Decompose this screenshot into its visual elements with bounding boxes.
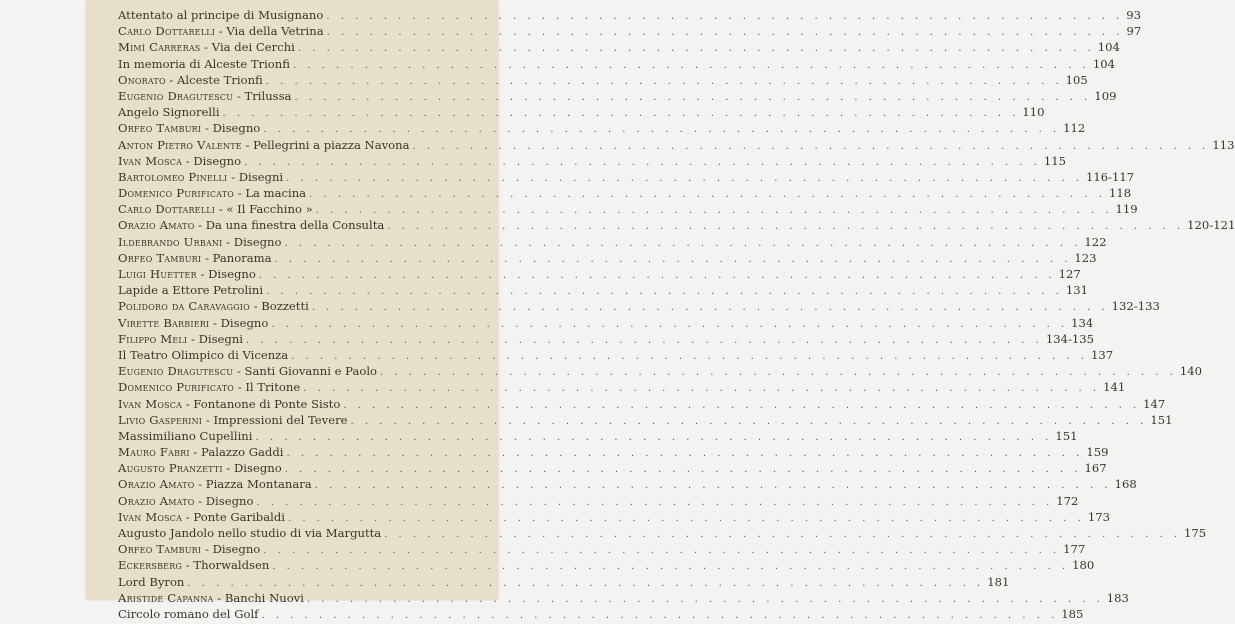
entry-work: In memoria di Alceste Trionfi (118, 56, 290, 71)
toc-entry (118, 169, 1135, 185)
entry-separator: - (241, 137, 254, 152)
entry-work: Palazzo Gaddi (201, 445, 284, 460)
entry-work: Disegni (238, 169, 284, 184)
entry-title (118, 201, 313, 217)
entry-author: Ivan Mosca (118, 396, 183, 411)
dot-leader (291, 349, 1088, 365)
entry-page-number: 168 (1114, 477, 1137, 492)
entry-page-number: 147 (1143, 396, 1166, 411)
entry-author: Orazio Amato (118, 493, 195, 508)
entry-author: Orfeo Tamburi (118, 542, 202, 557)
entry-separator: - (165, 72, 178, 87)
toc-entry (118, 72, 1088, 88)
toc-entry (118, 574, 1010, 590)
dot-leader (413, 139, 1210, 155)
toc-entry (118, 104, 1045, 120)
dot-leader (285, 462, 1082, 478)
entry-work: Bozzetti (261, 299, 309, 314)
entry-title (118, 428, 252, 444)
dot-leader (271, 317, 1068, 333)
entry-page-number: 115 (1043, 153, 1067, 168)
dot-leader (380, 365, 1177, 381)
entry-separator: - (194, 493, 206, 508)
entry-author: Anton Pietro Valente (118, 137, 242, 152)
entry-work: La macina (245, 186, 307, 201)
entry-separator: - (187, 331, 199, 346)
entry-page-number: 172 (1056, 493, 1079, 508)
entry-separator: - (202, 412, 214, 427)
entry-separator: - (213, 590, 225, 605)
entry-work: Trilussa (244, 88, 292, 103)
entry-separator: - (182, 509, 194, 524)
entry-work: Circolo romano del Golf (118, 606, 259, 621)
entry-title (118, 7, 323, 23)
toc-entry (118, 217, 1235, 233)
entry-page-number: 134 (1071, 315, 1094, 330)
dot-leader (294, 90, 1091, 106)
entry-author: Virette Barbieri (118, 315, 210, 330)
toc-entry (118, 234, 1107, 250)
entry-author: Orfeo Tamburi (118, 250, 202, 265)
toc-entry (118, 606, 1084, 622)
entry-work: Disegni (198, 331, 243, 346)
dot-leader (246, 333, 1043, 349)
toc-entry (118, 7, 1141, 23)
entry-title (118, 234, 281, 250)
entry-page-number: 112 (1063, 121, 1086, 136)
entry-author: Ildebrando Urbani (118, 234, 223, 249)
toc-entry (118, 120, 1086, 136)
entry-work: Disegno (208, 267, 256, 281)
dot-leader (244, 155, 1041, 171)
entry-author: Aristide Capanna (118, 590, 214, 605)
toc-entry (118, 201, 1138, 217)
entry-author: Polidoro da Caravaggio (118, 299, 250, 314)
entry-separator: - (200, 40, 212, 55)
entry-work: Via dei Cerchi (211, 40, 295, 55)
entry-page-number: 110 (1022, 105, 1045, 120)
entry-author: Bartolomeo Pinelli (118, 169, 228, 184)
entry-title (118, 331, 243, 347)
toc-entry (118, 153, 1067, 169)
entry-title (118, 347, 288, 363)
entry-separator: - (249, 299, 262, 314)
toc-entry (118, 298, 1160, 314)
dot-leader (255, 430, 1052, 446)
entry-separator: - (233, 364, 245, 379)
dot-leader (309, 187, 1106, 203)
dot-leader (387, 219, 1184, 235)
entry-title (118, 88, 291, 104)
toc-entry (118, 282, 1089, 298)
toc-entry (118, 460, 1107, 476)
entry-page-number: 180 (1072, 558, 1095, 573)
entry-page-number: 93 (1126, 8, 1141, 22)
book-page (86, 0, 1235, 621)
entry-work: Disegno (233, 234, 282, 249)
toc-entry (118, 23, 1142, 39)
entry-title (118, 412, 347, 428)
entry-title (118, 444, 283, 460)
entry-work: Attentato al principe di Musignano (118, 8, 324, 22)
toc-entry (118, 56, 1115, 72)
toc-entry (118, 363, 1203, 379)
entry-page-number: 185 (1061, 606, 1084, 621)
dot-leader (293, 58, 1090, 74)
entry-title (118, 379, 300, 395)
dot-leader (288, 511, 1085, 527)
entry-separator: - (201, 542, 213, 557)
dot-leader (303, 381, 1100, 397)
entry-page-number: 151 (1055, 428, 1078, 443)
entry-work: Il Teatro Olimpico di Vicenza (118, 347, 289, 362)
entry-author: Mauro Fabri (118, 445, 190, 460)
entry-page-number: 113 (1212, 137, 1235, 152)
toc-entry (118, 396, 1166, 412)
entry-work: Panorama (212, 250, 272, 265)
entry-work: Disegno (212, 121, 261, 136)
entry-page-number: 175 (1184, 526, 1207, 540)
entry-work: Piazza Montanara (205, 477, 312, 492)
entry-separator: - (196, 267, 209, 281)
dot-leader (384, 527, 1181, 543)
dot-leader (223, 106, 1020, 122)
entry-page-number: 120-121 (1187, 218, 1235, 233)
entry-page-number: 134-135 (1045, 331, 1095, 346)
entry-title (118, 493, 253, 509)
entry-separator: - (234, 186, 246, 201)
entry-author: Carlo Dottarelli (118, 202, 216, 217)
entry-separator: - (234, 380, 246, 395)
entry-work: Il Tritone (245, 380, 301, 395)
entry-separator: - (182, 558, 194, 573)
entry-title (118, 185, 306, 201)
toc-entry (118, 266, 1081, 282)
entry-separator: - (227, 169, 239, 184)
dot-leader (261, 608, 1058, 624)
entry-work: Banchi Nuovi (224, 590, 304, 605)
entry-page-number: 181 (987, 574, 1010, 589)
entry-author: Orazio Amato (118, 218, 195, 233)
entry-page-number: 177 (1063, 542, 1086, 557)
toc-entry (118, 444, 1109, 460)
entry-page-number: 127 (1058, 267, 1081, 281)
entry-work: Angelo Signorelli (118, 105, 220, 120)
entry-separator: - (182, 153, 194, 168)
entry-page-number: 173 (1087, 509, 1110, 524)
entry-title (118, 120, 260, 136)
dot-leader (286, 446, 1083, 462)
entry-work: Impressioni del Tevere (213, 412, 348, 427)
entry-work: Massimiliano Cupellini (118, 428, 253, 443)
entry-work: Lapide a Ettore Petrolini (118, 283, 264, 298)
entry-title (118, 557, 269, 573)
entry-page-number: 151 (1150, 412, 1173, 427)
entry-title (118, 541, 260, 557)
entry-title (118, 250, 272, 266)
entry-author: Ivan Mosca (118, 153, 183, 168)
entry-author: Domenico Purificato (118, 186, 235, 201)
dot-leader (326, 9, 1123, 25)
entry-author: Ivan Mosca (118, 509, 183, 524)
entry-separator: - (201, 121, 213, 136)
dot-leader (286, 171, 1083, 187)
toc-entry (118, 493, 1079, 509)
toc-entry (118, 347, 1114, 363)
entry-separator: - (215, 24, 227, 39)
entry-author: Luigi Huetter (118, 267, 197, 281)
toc-entry (118, 379, 1126, 395)
entry-work: Disegno (205, 493, 254, 508)
toc-entry (118, 476, 1137, 492)
entry-author: Livio Gasperini (118, 412, 203, 427)
entry-separator: - (215, 202, 227, 217)
entry-page-number: 119 (1115, 202, 1138, 217)
entry-work: Santi Giovanni e Paolo (244, 364, 378, 379)
entry-page-number: 123 (1074, 250, 1097, 265)
entry-title (118, 396, 340, 412)
entry-title (118, 525, 381, 541)
entry-work: Alceste Trionfi (177, 72, 263, 87)
dot-leader (266, 74, 1063, 90)
entry-title (118, 169, 283, 185)
dot-leader (307, 592, 1104, 608)
dot-leader (256, 495, 1053, 511)
entry-separator: - (222, 461, 234, 476)
toc-entry (118, 412, 1173, 428)
entry-page-number: 104 (1097, 40, 1120, 55)
entry-title (118, 282, 263, 298)
entry-separator: - (189, 445, 202, 460)
entry-title (118, 137, 410, 153)
entry-author: Carlo Dottarelli (118, 24, 216, 39)
dot-leader (298, 41, 1095, 57)
entry-page-number: 183 (1106, 590, 1129, 605)
toc-entry (118, 557, 1095, 573)
dot-leader (327, 25, 1124, 41)
entry-page-number: 167 (1084, 461, 1107, 476)
entry-page-number: 116-117 (1085, 169, 1135, 184)
dot-leader (275, 252, 1072, 268)
entry-page-number: 97 (1126, 24, 1142, 39)
entry-page-number: 122 (1084, 234, 1107, 249)
entry-title (118, 363, 377, 379)
toc-entry (118, 541, 1086, 557)
entry-work: Augusto Jandolo nello studio di via Margutta (118, 526, 382, 540)
entry-page-number: 131 (1065, 283, 1089, 298)
toc-entry (118, 39, 1120, 55)
entry-separator: - (201, 250, 213, 265)
toc-entry (118, 137, 1235, 153)
entry-author: Eugenio Dragutescu (118, 364, 234, 379)
entry-title (118, 23, 324, 39)
entry-title (118, 298, 309, 314)
dot-leader (312, 300, 1109, 316)
entry-author: Eckersberg (118, 558, 183, 573)
entry-work: Disegno (212, 542, 261, 557)
entry-title (118, 590, 304, 606)
entry-separator: - (209, 315, 221, 330)
toc-entry (118, 88, 1117, 104)
entry-separator: - (222, 234, 234, 249)
entry-title (118, 606, 258, 622)
entry-title (118, 574, 184, 590)
entry-title (118, 460, 282, 476)
entry-work: Disegno (234, 461, 282, 476)
toc-entry (118, 525, 1207, 541)
entry-page-number: 140 (1179, 364, 1203, 379)
entry-work: Via della Vetrina (226, 24, 324, 39)
entry-title (118, 217, 384, 233)
entry-page-number: 132-133 (1111, 299, 1160, 314)
entry-separator: - (182, 396, 194, 411)
entry-title (118, 72, 263, 88)
toc-entry (118, 428, 1078, 444)
entry-page-number: 104 (1092, 56, 1115, 71)
entry-title (118, 266, 256, 282)
dot-leader (350, 414, 1147, 430)
dot-leader (272, 559, 1069, 575)
entry-work: Ponte Garibaldi (193, 509, 285, 524)
dot-leader (266, 284, 1063, 300)
entry-title (118, 476, 312, 492)
entry-author: Mimì Carreras (118, 40, 201, 55)
entry-title (118, 315, 268, 331)
entry-work: Da una finestra della Consulta (205, 218, 385, 233)
entry-page-number: 105 (1065, 72, 1088, 87)
entry-title (118, 509, 285, 525)
entry-separator: - (194, 477, 206, 492)
entry-work: Lord Byron (118, 574, 185, 589)
entry-title (118, 153, 241, 169)
toc-entry (118, 315, 1094, 331)
entry-work: Disegno (220, 315, 269, 330)
entry-author: Filippo Meli (118, 331, 188, 346)
entry-work: Fontanone di Ponte Sisto (193, 396, 341, 411)
toc-entry (118, 331, 1095, 347)
entry-work: « Il Facchino » (226, 202, 313, 217)
table-of-contents (118, 7, 1235, 622)
dot-leader (187, 576, 984, 592)
entry-work: Pellegrini a piazza Navona (253, 137, 410, 152)
entry-title (118, 39, 295, 55)
entry-title (118, 56, 290, 72)
entry-page-number: 141 (1103, 380, 1126, 395)
entry-page-number: 109 (1094, 88, 1117, 103)
entry-page-number: 118 (1108, 186, 1132, 201)
toc-entry (118, 185, 1132, 201)
entry-author: Eugenio Dragutescu (118, 88, 234, 103)
entry-author: Domenico Purificato (118, 380, 235, 395)
entry-author: Orfeo Tamburi (118, 121, 202, 136)
dot-leader (316, 203, 1113, 219)
entry-work: Disegno (193, 153, 242, 168)
entry-work: Thorwaldsen (193, 558, 270, 573)
toc-entry (118, 590, 1129, 606)
toc-entry (118, 250, 1097, 266)
entry-author: Onorato (118, 72, 166, 87)
dot-leader (343, 398, 1140, 414)
entry-page-number: 159 (1086, 445, 1109, 460)
dot-leader (315, 478, 1112, 494)
entry-separator: - (194, 218, 206, 233)
entry-title (118, 104, 220, 120)
dot-leader (259, 268, 1056, 284)
toc-entry (118, 509, 1110, 525)
entry-page-number: 137 (1091, 347, 1114, 362)
dot-leader (284, 236, 1081, 252)
entry-author: Augusto Pranzetti (118, 461, 223, 476)
dot-leader (263, 543, 1060, 559)
entry-author: Orazio Amato (118, 477, 195, 492)
entry-separator: - (233, 88, 245, 103)
